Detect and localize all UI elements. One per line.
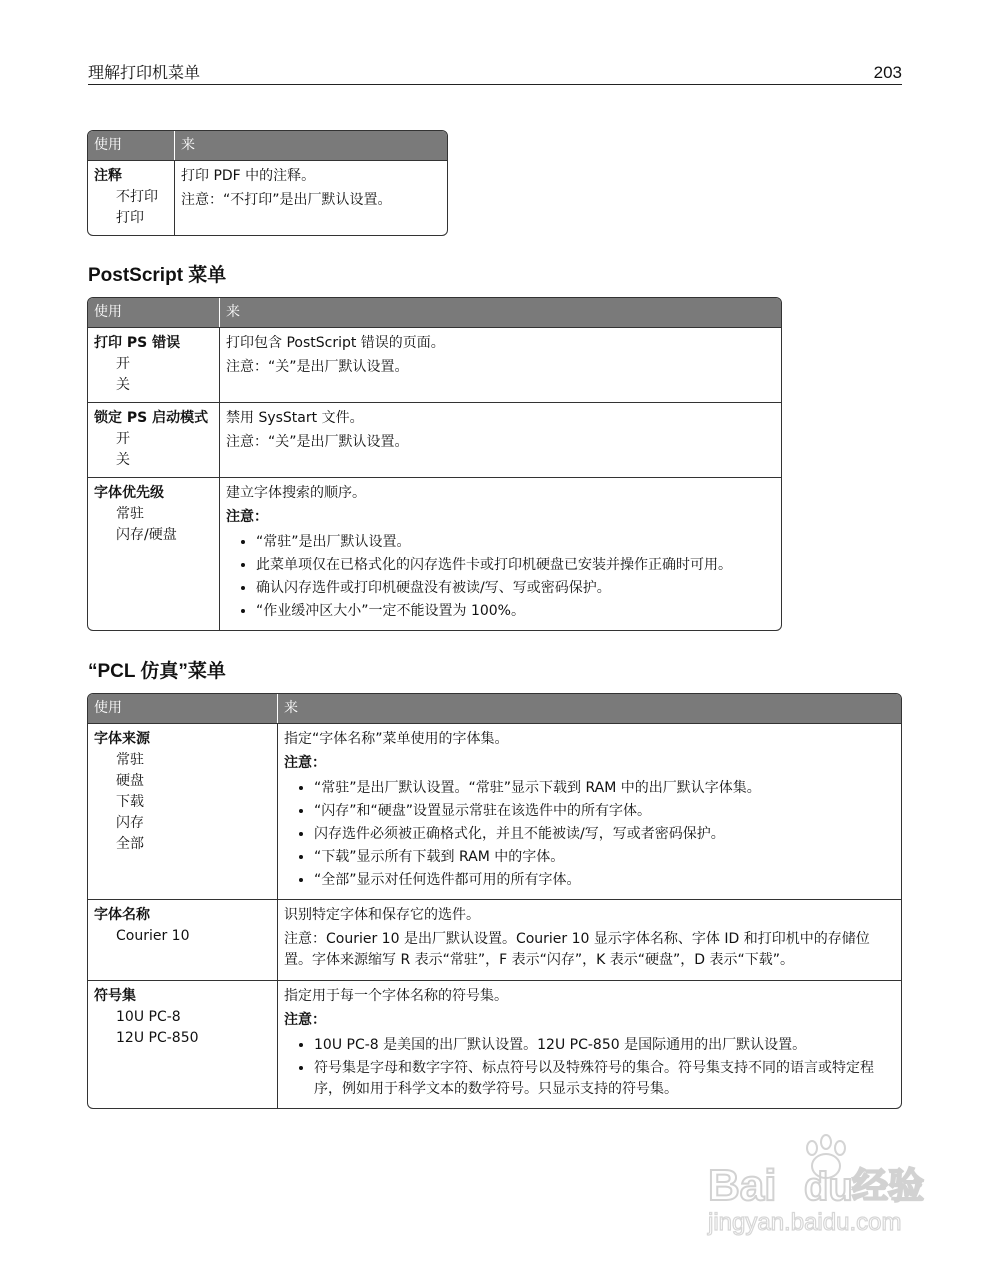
table-header-row xyxy=(88,298,781,327)
option-value: 硬盘 xyxy=(116,773,144,789)
description-text: 打印包含 PostScript 错误的页面。 xyxy=(226,335,445,351)
baidu-watermark-logo xyxy=(704,1130,944,1240)
option-value: 关 xyxy=(116,377,130,393)
option-value: 常驻 xyxy=(116,752,144,768)
option-value: 关 xyxy=(116,452,130,468)
col-header-use: 使用 xyxy=(88,694,278,723)
use-cell xyxy=(88,477,220,630)
col-header-to: 来 xyxy=(175,131,447,160)
item-name: 注释 xyxy=(94,168,122,184)
description-cell xyxy=(278,723,901,899)
watermark-url: jingyan.baidu.com xyxy=(708,1209,902,1236)
list-item: • 闪存选件必须被正确格式化，并且不能被读/写，写或者密码保护。 xyxy=(314,824,895,845)
list-item: • 符号集是字母和数字字符、标点符号以及特殊符号的集合。符号集支持不同的语言或特定程序，例如用于科学文本的数学符号。只显示支持的符号集。 xyxy=(314,1058,895,1100)
description-cell xyxy=(220,402,781,477)
note-text: 注意：Courier 10 是出厂默认设置。Courier 10 显示字体名称、字体 ID 和打印机中的存储位置。字体来源缩写 R 表示“常驻”，F 表示“闪存”，K 表示“硬盘”，D 表示“下载”。 xyxy=(284,931,870,968)
pdf-menu-table xyxy=(87,130,448,236)
option-value: 不打印 xyxy=(116,189,158,205)
option-value: 12U PC-850 xyxy=(116,1030,199,1046)
watermark-cn: 经验 xyxy=(852,1166,925,1207)
table-row xyxy=(88,477,781,630)
option-value: 全部 xyxy=(116,836,144,852)
description-text: 指定用于每一个字体名称的符号集。 xyxy=(284,988,508,1004)
note-label: 注意： xyxy=(284,755,326,771)
description-text: 指定“字体名称”菜单使用的字体集。 xyxy=(284,731,509,747)
note-label: 注意： xyxy=(284,1012,326,1028)
description-text: 建立字体搜索的顺序。 xyxy=(226,485,366,501)
description-text: 打印 PDF 中的注释。 xyxy=(181,168,316,184)
section-heading-pcl: “PCL 仿真”菜单 xyxy=(88,661,226,682)
use-cell xyxy=(88,327,220,402)
list-item: • “闪存”和“硬盘”设置显示常驻在该选件中的所有字体。 xyxy=(314,801,895,822)
item-name: 打印 PS 错误 xyxy=(94,335,181,351)
table-header-row xyxy=(88,131,447,160)
item-name: 字体来源 xyxy=(94,731,150,747)
description-cell xyxy=(175,160,447,235)
col-header-to: 来 xyxy=(220,298,781,327)
description-cell xyxy=(220,477,781,630)
list-item: • “下载”显示所有下载到 RAM 中的字体。 xyxy=(314,847,895,868)
item-name: 字体名称 xyxy=(94,907,150,923)
description-cell xyxy=(278,980,901,1108)
option-value: 闪存/硬盘 xyxy=(116,527,177,543)
description-text: 识别特定字体和保存它的选件。 xyxy=(284,907,480,923)
note-text: 注意：“不打印”是出厂默认设置。 xyxy=(181,192,392,208)
use-cell xyxy=(88,899,278,980)
option-value: 打印 xyxy=(116,210,144,226)
option-value: 10U PC-8 xyxy=(116,1009,181,1025)
use-cell xyxy=(88,402,220,477)
option-value: 下载 xyxy=(116,794,144,810)
description-text: 禁用 SysStart 文件。 xyxy=(226,410,364,426)
watermark-brand: Bai xyxy=(708,1161,777,1210)
pcl-menu-table xyxy=(87,693,902,1109)
option-value: 常驻 xyxy=(116,506,144,522)
col-header-to: 来 xyxy=(278,694,901,723)
page-header xyxy=(88,62,902,85)
use-cell xyxy=(88,723,278,899)
table-row xyxy=(88,402,781,477)
note-bullet-list xyxy=(284,1035,895,1100)
list-item: • “作业缓冲区大小”一定不能设置为 100%。 xyxy=(256,601,775,622)
page-number: 203 xyxy=(873,63,902,82)
list-item: • “全部”显示对任何选件都可用的所有字体。 xyxy=(314,870,895,891)
watermark-brand-du: du xyxy=(804,1165,853,1209)
list-item: • “常驻”是出厂默认设置。 xyxy=(256,532,775,553)
list-item: • 此菜单项仅在已格式化的闪存选件卡或打印机硬盘已安装并操作正确时可用。 xyxy=(256,555,775,576)
use-cell xyxy=(88,160,175,235)
description-cell xyxy=(278,899,901,980)
option-value: 开 xyxy=(116,356,130,372)
note-label: 注意： xyxy=(226,509,268,525)
option-value: 开 xyxy=(116,431,130,447)
option-value: Courier 10 xyxy=(116,928,190,944)
table-row xyxy=(88,723,901,899)
option-value: 闪存 xyxy=(116,815,144,831)
list-item: • 确认闪存选件或打印机硬盘没有被读/写、写或密码保护。 xyxy=(256,578,775,599)
table-row xyxy=(88,327,781,402)
item-name: 符号集 xyxy=(94,988,136,1004)
header-title: 理解打印机菜单 xyxy=(88,63,201,82)
section-heading-postscript: PostScript 菜单 xyxy=(88,265,227,286)
use-cell xyxy=(88,980,278,1108)
table-row xyxy=(88,899,901,980)
table-row xyxy=(88,160,447,235)
item-name: 锁定 PS 启动模式 xyxy=(94,410,209,426)
col-header-use: 使用 xyxy=(88,131,175,160)
table-row xyxy=(88,980,901,1108)
col-header-use: 使用 xyxy=(88,298,220,327)
note-bullet-list xyxy=(226,532,775,622)
note-text: 注意：“关”是出厂默认设置。 xyxy=(226,434,409,450)
note-text: 注意：“关”是出厂默认设置。 xyxy=(226,359,409,375)
table-header-row xyxy=(88,694,901,723)
list-item: • 10U PC-8 是美国的出厂默认设置。12U PC-850 是国际通用的出厂默认设置。 xyxy=(314,1035,895,1056)
item-name: 字体优先级 xyxy=(94,485,164,501)
postscript-menu-table xyxy=(87,297,782,631)
note-bullet-list xyxy=(284,778,895,891)
description-cell xyxy=(220,327,781,402)
list-item: • “常驻”是出厂默认设置。“常驻”显示下载到 RAM 中的出厂默认字体集。 xyxy=(314,778,895,799)
